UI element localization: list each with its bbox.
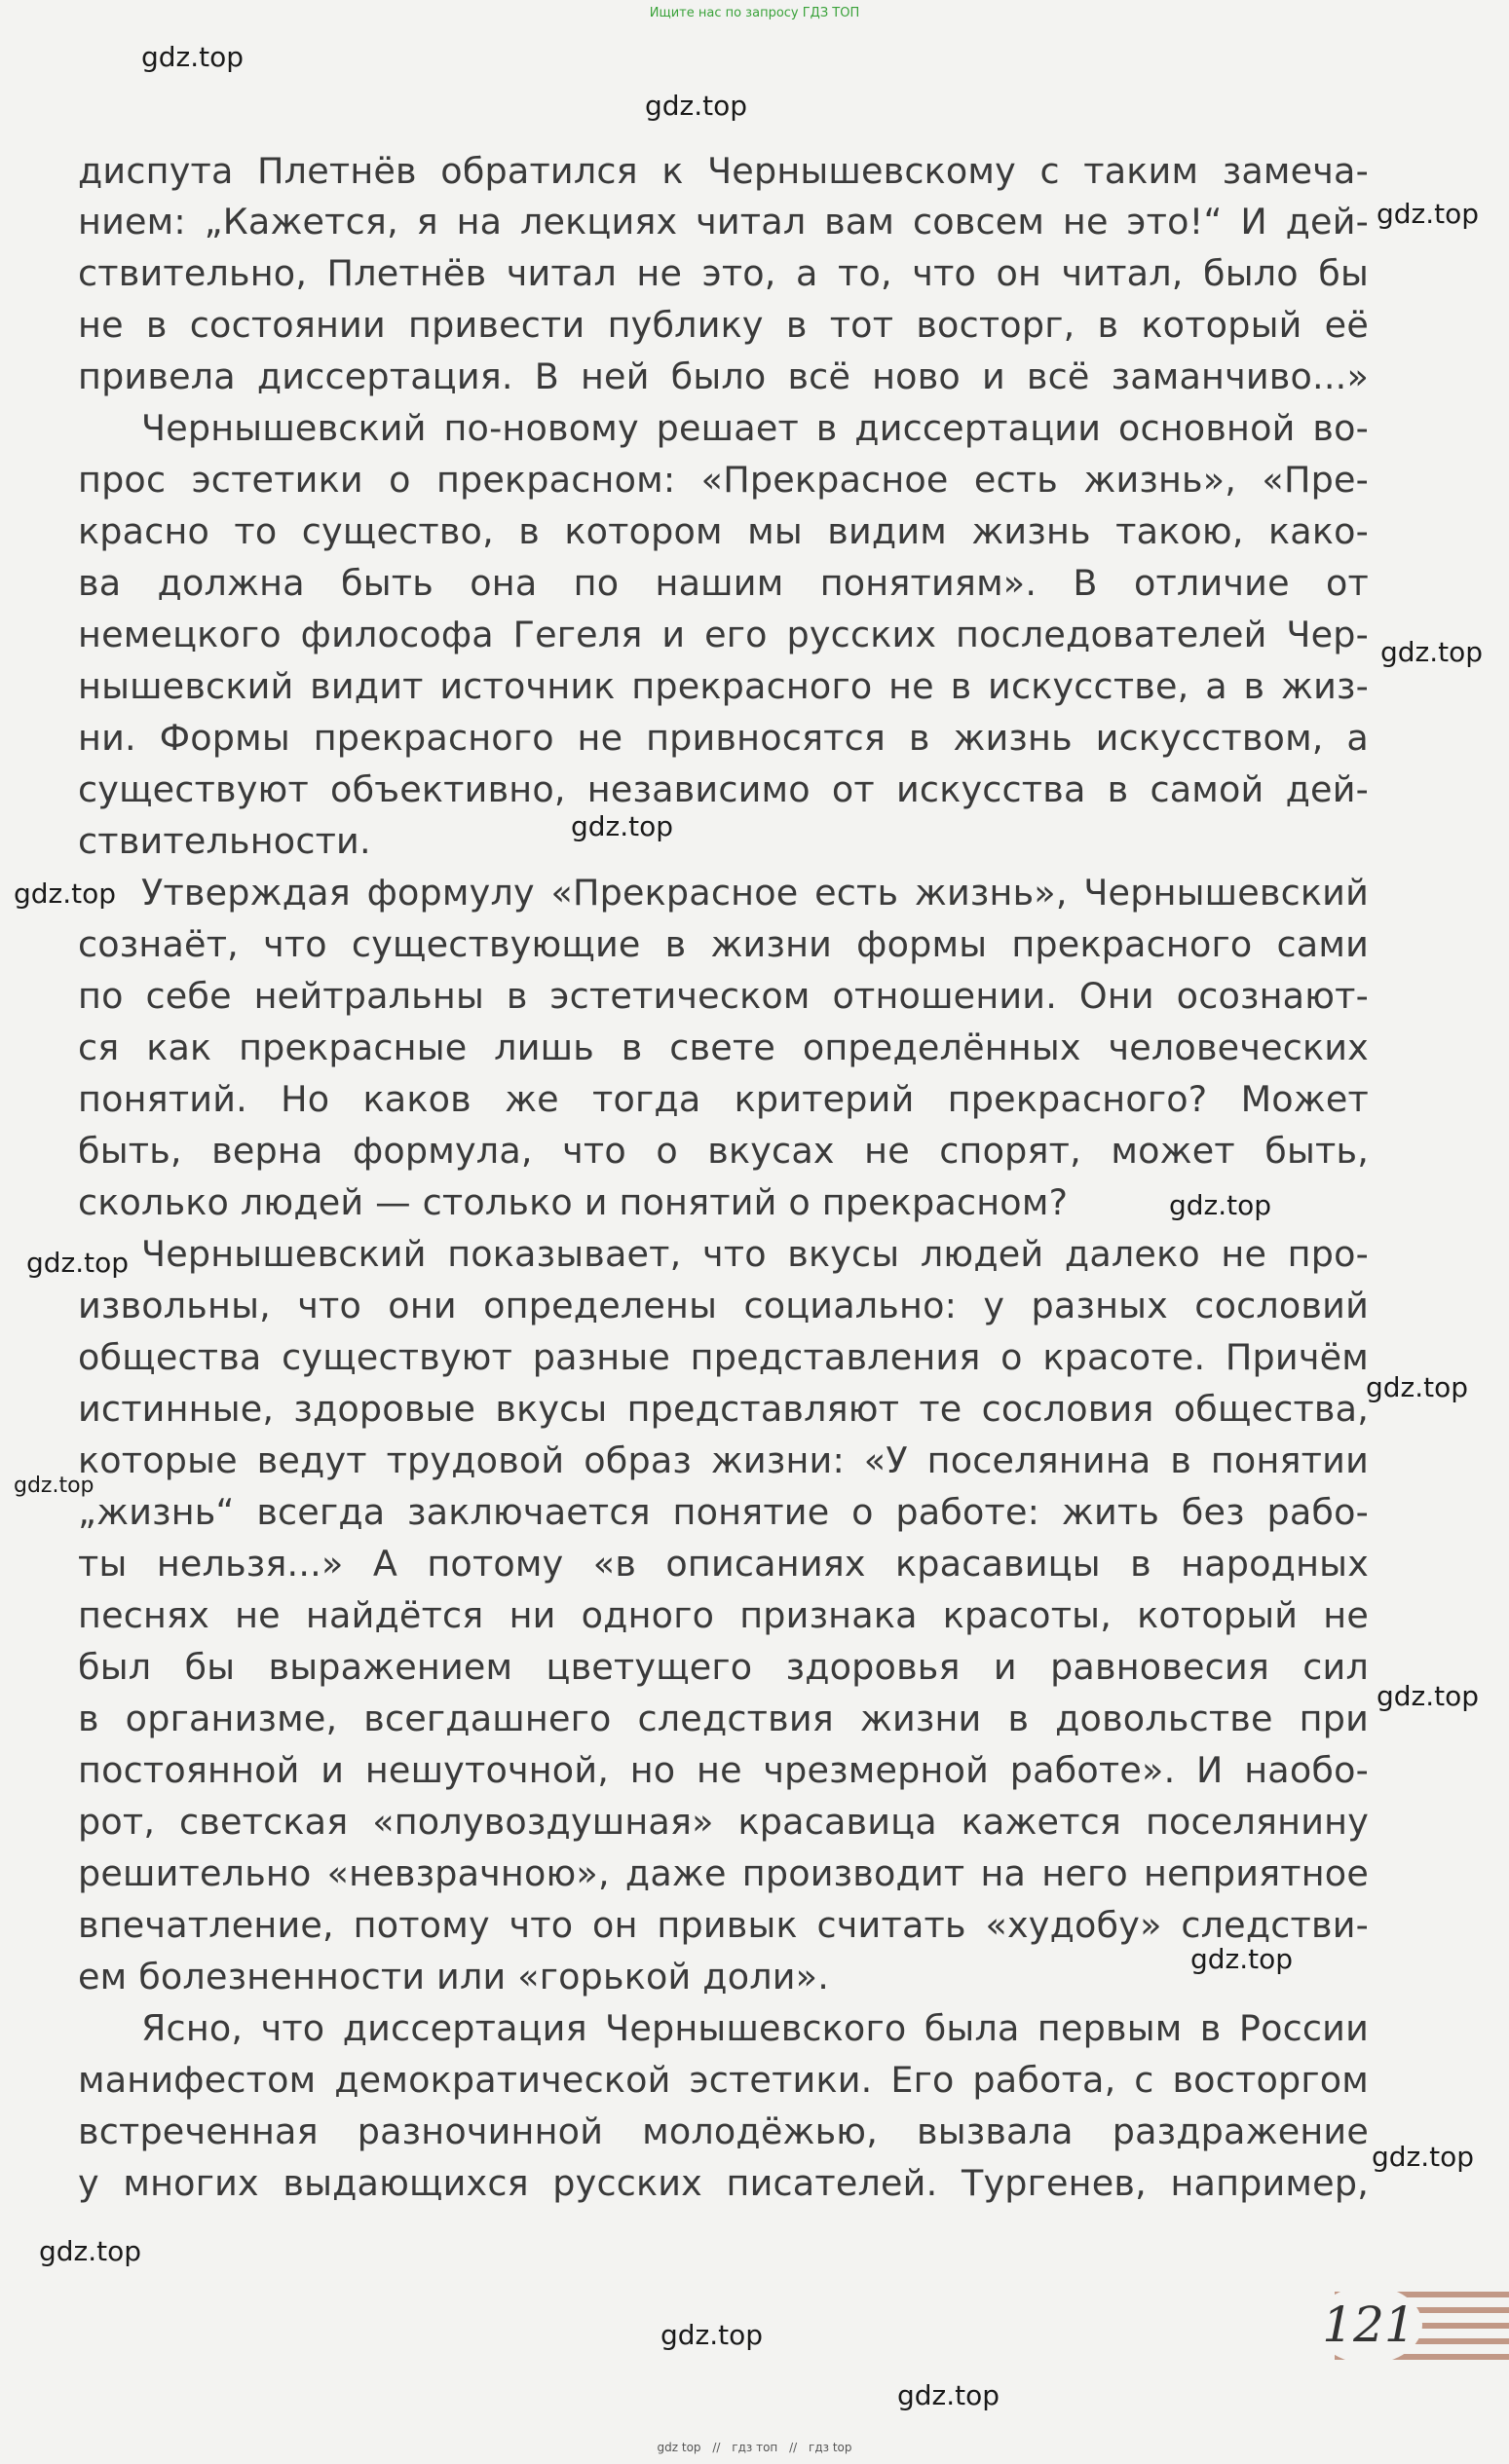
watermark: gdz.top bbox=[1190, 1943, 1294, 1975]
watermark: gdz.top bbox=[1169, 1189, 1272, 1221]
watermark: gdz.top bbox=[645, 90, 748, 122]
text-line: впечатление, потому что он привык считать «худобу» следстви- bbox=[78, 1904, 1369, 1946]
footer-note-part: gdz top bbox=[657, 2441, 701, 2454]
text-line: „жизнь“ всегда заключается понятие о работе: жить без рабо- bbox=[78, 1491, 1369, 1533]
text-line: прос эстетики о прекрасном: «Прекрасное есть жизнь», «Пре- bbox=[78, 459, 1369, 501]
footer-note bbox=[0, 2441, 1509, 2454]
text-line: ствительно, Плетнёв читал не это, а то, что он читал, было бы bbox=[78, 252, 1369, 294]
text-line: общества существуют разные представления о красоте. Причём bbox=[78, 1336, 1369, 1378]
text-line: ва должна быть она по нашим понятиям». В отличие от bbox=[78, 562, 1369, 604]
watermark: gdz.top bbox=[14, 1474, 94, 1498]
watermark: gdz.top bbox=[26, 1247, 130, 1279]
text-line: ся как прекрасные лишь в свете определённых человеческих bbox=[78, 1027, 1369, 1068]
text-line: существуют объективно, независимо от искусства в самой дей- bbox=[78, 768, 1369, 810]
text-line: ем болезненности или «горькой доли». bbox=[78, 1956, 830, 1997]
watermark: gdz.top bbox=[1372, 2141, 1475, 2173]
text-line: у многих выдающихся русских писателей. Тургенев, например, bbox=[78, 2162, 1369, 2204]
text-line: решительно «невзрачною», даже производит на него неприятное bbox=[78, 1852, 1369, 1894]
text-line: ты нельзя...» А потому «в описаниях красавицы в народных bbox=[78, 1543, 1369, 1585]
watermark: gdz.top bbox=[1377, 1680, 1480, 1712]
text-line: Чернышевский показывает, что вкусы людей далеко не про- bbox=[141, 1233, 1369, 1275]
text-line: рот, светская «полувоздушная» красавица кажется поселянину bbox=[78, 1801, 1369, 1843]
page-number: 121 bbox=[1315, 2286, 1422, 2364]
text-line: был бы выражением цветущего здоровья и равновесия сил bbox=[78, 1646, 1369, 1688]
text-line: по себе нейтральны в эстетическом отношении. Они осознают- bbox=[78, 975, 1369, 1017]
text-line: немецкого философа Гегеля и его русских последователей Чер- bbox=[78, 614, 1369, 655]
watermark: gdz.top bbox=[14, 877, 117, 910]
text-line: быть, верна формула, что о вкусах не спорят, может быть, bbox=[78, 1130, 1369, 1172]
footer-note-separator: // bbox=[712, 2441, 721, 2454]
text-line: нием: „Кажется, я на лекциях читал вам совсем не это!“ И дей- bbox=[78, 201, 1369, 243]
text-line: встреченная разночинной молодёжью, вызвала раздражение bbox=[78, 2110, 1369, 2152]
text-line: сознаёт, что существующие в жизни формы прекрасного сами bbox=[78, 923, 1369, 965]
watermark: gdz.top bbox=[141, 41, 245, 73]
text-line: ни. Формы прекрасного не привносятся в жизнь искусством, а bbox=[78, 717, 1369, 759]
text-line: истинные, здоровые вкусы представляют те сословия общества, bbox=[78, 1388, 1369, 1430]
text-line: Утверждая формулу «Прекрасное есть жизнь», Чернышевский bbox=[141, 872, 1369, 914]
text-line: манифестом демократической эстетики. Его работа, с восторгом bbox=[78, 2059, 1369, 2101]
page-number-badge bbox=[1266, 2274, 1509, 2371]
watermark: gdz.top bbox=[1380, 636, 1484, 668]
footer-note-part: гдз top bbox=[809, 2441, 852, 2454]
text-line: Чернышевский по-новому решает в диссертации основной во- bbox=[141, 407, 1369, 449]
text-line: нышевский видит источник прекрасного не в искусстве, а в жиз- bbox=[78, 665, 1369, 707]
header-note: Ищите нас по запросу ГДЗ ТОП bbox=[649, 6, 860, 20]
text-line: привела диссертация. В ней было всё ново и всё заманчиво...» bbox=[78, 355, 1369, 397]
text-line: песнях не найдётся ни одного признака красоты, который не bbox=[78, 1594, 1369, 1636]
text-line: ствительности. bbox=[78, 820, 371, 862]
footer-note-part: гдз топ bbox=[732, 2441, 778, 2454]
watermark: gdz.top bbox=[1366, 1371, 1469, 1403]
text-line: сколько людей — столько и понятий о прекрасном? bbox=[78, 1181, 1069, 1223]
text-line: которые ведут трудовой образ жизни: «У поселянина в понятии bbox=[78, 1439, 1369, 1481]
text-line: извольны, что они определены социально: у разных сословий bbox=[78, 1285, 1369, 1326]
text-line: не в состоянии привести публику в тот восторг, в который её bbox=[78, 304, 1369, 346]
watermark: gdz.top bbox=[660, 2319, 764, 2351]
text-line: в организме, всегдашнего следствия жизни в довольстве при bbox=[78, 1698, 1369, 1739]
text-line: красно то существо, в котором мы видим жизнь такою, како- bbox=[78, 510, 1369, 552]
text-line: постоянной и нешуточной, но не чрезмерной работе». И наобо- bbox=[78, 1749, 1369, 1791]
footer-note-separator: // bbox=[789, 2441, 798, 2454]
text-line: понятий. Но каков же тогда критерий прекрасного? Может bbox=[78, 1078, 1369, 1120]
watermark: gdz.top bbox=[897, 2379, 1000, 2411]
text-line: диспута Плетнёв обратился к Чернышевскому с таким замеча- bbox=[78, 150, 1369, 192]
watermark: gdz.top bbox=[39, 2235, 142, 2267]
watermark: gdz.top bbox=[571, 810, 674, 842]
watermark: gdz.top bbox=[1377, 198, 1480, 230]
text-line: Ясно, что диссертация Чернышевского была первым в России bbox=[141, 2007, 1369, 2049]
